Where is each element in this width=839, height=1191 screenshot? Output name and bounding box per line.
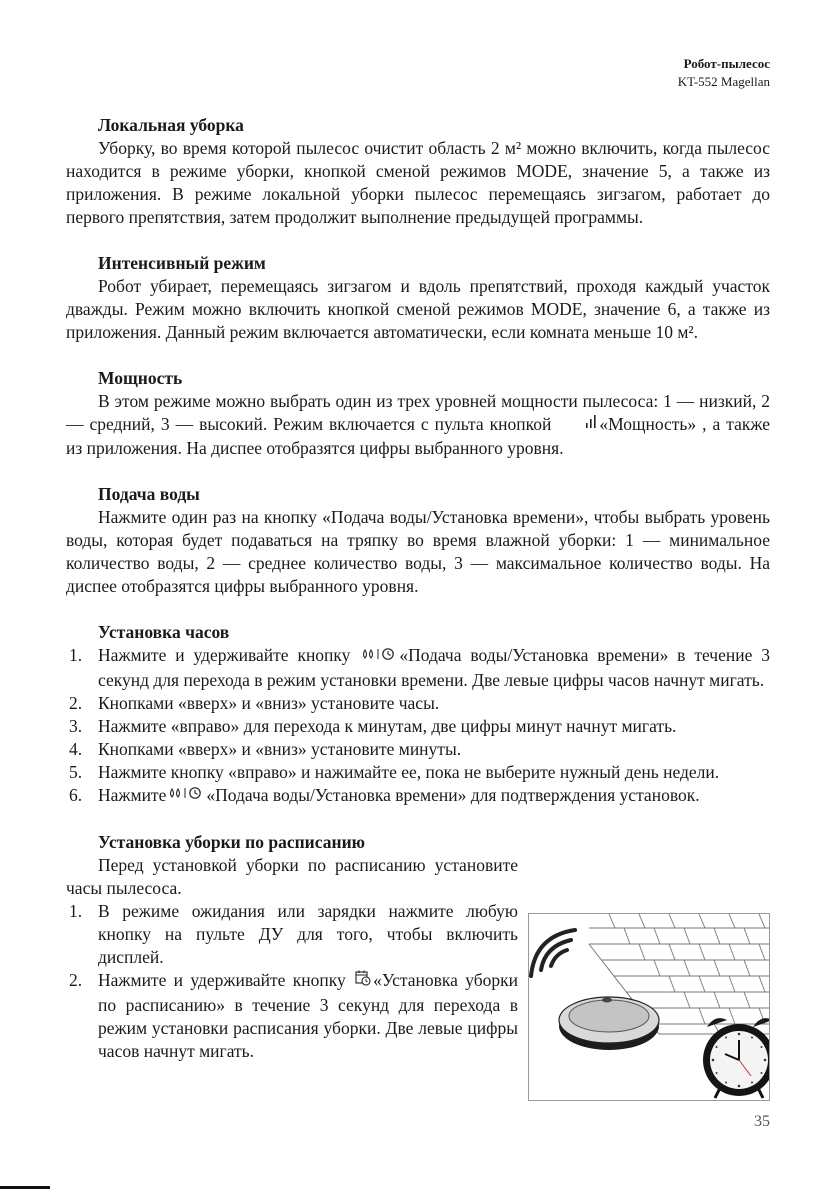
text-part: Нажмите [98,784,167,805]
text-part: «Мощность» , а также из приложения. На диспее отобразятся цифры выбранного уровня. [66,414,770,459]
water-time-icon [168,785,204,808]
wifi-signal-icon [531,930,575,976]
list-item [66,900,518,969]
section-text: Перед установкой уборки по расписанию установите часы пылесоса. [66,855,518,899]
step-text: Нажмите кнопку «вправо» и нажимайте ее, пока не выберите нужный день недели. [98,761,720,782]
schedule-steps-list [66,900,518,1063]
section-scheduled-cleaning [66,831,518,1063]
step-text: Нажмите «вправо» для перехода к минутам, две цифры минут начнут мигать. [98,715,677,736]
text-part: «Установка уборки по расписанию» в течение 3 секунд для перехода в режим установки расписания уборки. Две левые цифры часов начнут мигать. [98,970,519,1062]
section-title: Локальная уборка [98,115,244,135]
section-water-supply [66,483,770,598]
alarm-clock [703,1018,769,1098]
list-item [66,784,770,808]
step-number: 1. [69,645,83,666]
illustration-drawing [529,914,769,1100]
section-text: Нажмите один раз на кнопку «Подача воды/Установка времени», чтобы выбрать уровень воды, которая будет подаваться на тряпку во время влажной уборки: 1 — минимальное количество воды, 2 — среднее количество воды, 3 — максимальное количество воды. На диспее отобразятся цифры выбранного уровня. [66,507,770,597]
section-title: Мощность [98,368,183,388]
section-intensive-mode [66,252,770,344]
page-number: 35 [754,1113,770,1130]
section-local-cleaning [66,114,770,229]
section-text: Робот убирает, перемещаясь зигзагом и вдоль препятствий, проходя каждый участок дважды. Режим можно включить кнопкой сменой режимов MODE, значение 6, а также из приложения. Данный режим включается автоматически, если комната меньше 10 м². [66,276,770,342]
footer-rule [0,1186,50,1189]
list-item [66,969,518,1063]
step-number: 6. [69,784,83,805]
section-title: Подача воды [98,484,200,505]
step-text: Кнопками «вверх» и «вниз» установите часы. [98,692,440,713]
header-product-type: Робот-пылесос [683,56,770,71]
text-part: В этом режиме можно выбрать один из трех уровней мощности пылесоса: 1 — низкий, 2 — средний, 3 — высокий. Режим включается с пульта кнопкой [66,391,770,434]
header-model: KT-552 Magellan [677,74,770,89]
clock-steps-list [66,644,770,808]
step-number: 2. [69,692,83,713]
section-title: Установка часов [98,622,230,643]
section-clock-setting [66,621,770,808]
text-part: «Подача воды/Установка времени» в течение 3 секунд для перехода в режим установки времени. Две левые цифры часов начнут мигать. [98,645,770,690]
section-title: Установка уборки по расписанию [98,832,366,853]
step-number: 1. [69,901,83,922]
step-text: Кнопками «вверх» и «вниз» установите минуты. [98,738,462,759]
list-item [66,761,770,784]
list-item [66,692,770,715]
page-header [678,55,770,91]
step-number: 2. [69,970,83,991]
text-part: «Подача воды/Установка времени» для подтверждения установок. [206,784,700,805]
list-item [66,738,770,761]
list-item [66,715,770,738]
water-time-icon [361,646,397,669]
section-power [66,367,770,460]
section-title: Интенсивный режим [98,253,266,273]
step-number: 3. [69,715,83,736]
power-level-icon [553,414,597,437]
list-item [66,644,770,691]
step-text: В режиме ожидания или зарядки нажмите любую кнопку на пульте ДУ для того, чтобы включить дисплей. [98,901,518,968]
step-number: 5. [69,761,83,782]
section-text [66,390,770,460]
text-part: Нажмите и удерживайте кнопку [98,645,351,666]
section-text: Уборку, во время которой пылесос очистит область 2 м² можно включить, когда пылесос находится в режиме уборки, кнопкой сменой режимов MODE, значение 5, а также из приложения. В режиме локальной уборки пылесос перемещаясь зигзагом, работает до первого препятствия, затем продолжит выполнение предыдущей программы. [66,138,770,227]
schedule-icon [355,970,371,994]
robot-vacuum-clock-illustration [528,913,770,1101]
step-number: 4. [69,738,83,759]
text-part: Нажмите и удерживайте кнопку [98,970,346,991]
robot-vacuum [559,997,659,1050]
